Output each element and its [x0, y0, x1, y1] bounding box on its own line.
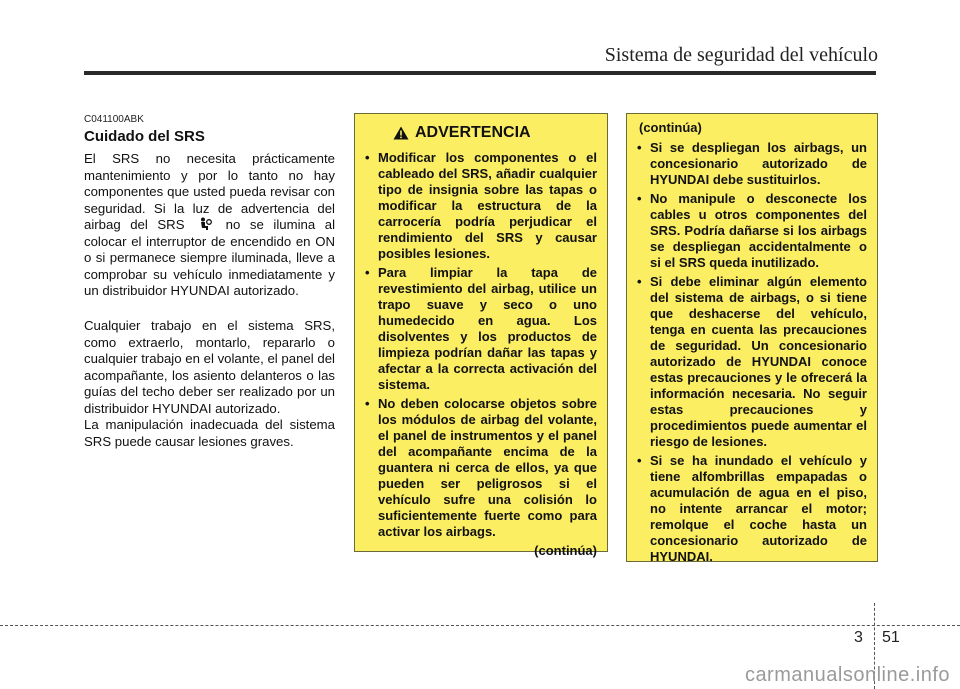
warning-bullet: • Modificar los componentes o el cableado del SRS, añadir cualquier tipo de insignia sobre las tapas o modificar la estructura de la carrocería podría perjudicar el rendimiento del SRS y causar posibles lesiones.	[365, 150, 597, 262]
paragraph-srs-work: Cualquier trabajo en el sistema SRS, como extraerlo, montarlo, repararlo o cualquier trabajo en el volante, el panel del acompañante, los asiento delanteros o las guías del techo deber ser realizado por un distribuidor HYUNDAI autorizado.	[84, 318, 335, 416]
warning-bullet: • No manipule o desconecte los cables u otros componentes del SRS. Podría dañarse si los airbags se despliegan accidentalmente o si el SRS queda inutilizado.	[637, 191, 867, 271]
footer-rule	[0, 625, 960, 626]
section-code: C041100ABK	[84, 114, 144, 125]
warning-bullet: • Para limpiar la tapa de revestimiento del airbag, utilice un trapo suave y seco o uno humedecido en agua. Los disolventes y los productos de limpieza podrían dañar las tapas y afectar a la correcta activación del sistema.	[365, 265, 597, 393]
paragraph-srs-care	[84, 151, 335, 300]
watermark: carmanualsonline.info	[744, 664, 950, 686]
continued-warning-box	[626, 113, 878, 562]
warning-heading	[393, 124, 597, 142]
paragraph-part-1: El SRS no necesita prácticamente mantenimiento y por lo tanto no hay componentes que usted pueda revisar con seguridad. Si la luz de advertencia del airbag del SRS	[84, 151, 335, 232]
section-title: Cuidado del SRS	[84, 128, 205, 145]
warning-heading-text: ADVERTENCIA	[415, 124, 531, 141]
page-number: 51	[882, 629, 900, 646]
warning-bullet: • Si debe eliminar algún elemento del sistema de airbags, o si tiene que deshacerse del vehículo, tenga en cuenta las precauciones de seguridad. Un concesionario autorizado de HYUNDAI conoce estas precauciones y le ofrecerá la información necesaria. No seguir estas precauciones y procedimientos puede aumentar el riesgo de lesiones.	[637, 274, 867, 450]
warning-bullet: • Si se ha inundado el vehículo y tiene alfombrillas empapadas o acumulación de agua en el piso, no intente arrancar el motor; remolque el coche hasta un concesionario autorizado de HYUNDAI.	[637, 453, 867, 565]
airbag-warning-icon	[198, 217, 212, 231]
paragraph-part-2: no se ilumina al colocar el interruptor de encendido en ON o si permanece siempre iluminada, lleve a comprobar su vehículo inmediatamente y un distribuidor HYUNDAI autorizado.	[84, 217, 336, 298]
warning-bullet: • Si se despliegan los airbags, un concesionario autorizado de HYUNDAI debe sustituirlos.	[637, 140, 867, 188]
paragraph-srs-handling: La manipulación inadecuada del sistema SRS puede causar lesiones graves.	[84, 417, 335, 449]
continues-label: (continúa)	[534, 543, 597, 558]
chapter-number: 3	[854, 629, 863, 646]
warning-triangle-icon	[393, 126, 409, 140]
warning-bullet: • No deben colocarse objetos sobre los módulos de airbag del volante, el panel de instrumentos y el panel del acompañante encima de la guantera ni cerca de ellos, ya que pueden ser peligrosos si el vehículo sufre una colisión lo suficientemente fuerte como para activar los airbags.	[365, 396, 597, 540]
continued-label: (continúa)	[639, 120, 702, 135]
warning-box	[354, 113, 608, 558]
page-header-title: Sistema de seguridad del vehículo	[604, 44, 878, 66]
header-rule	[84, 71, 876, 75]
